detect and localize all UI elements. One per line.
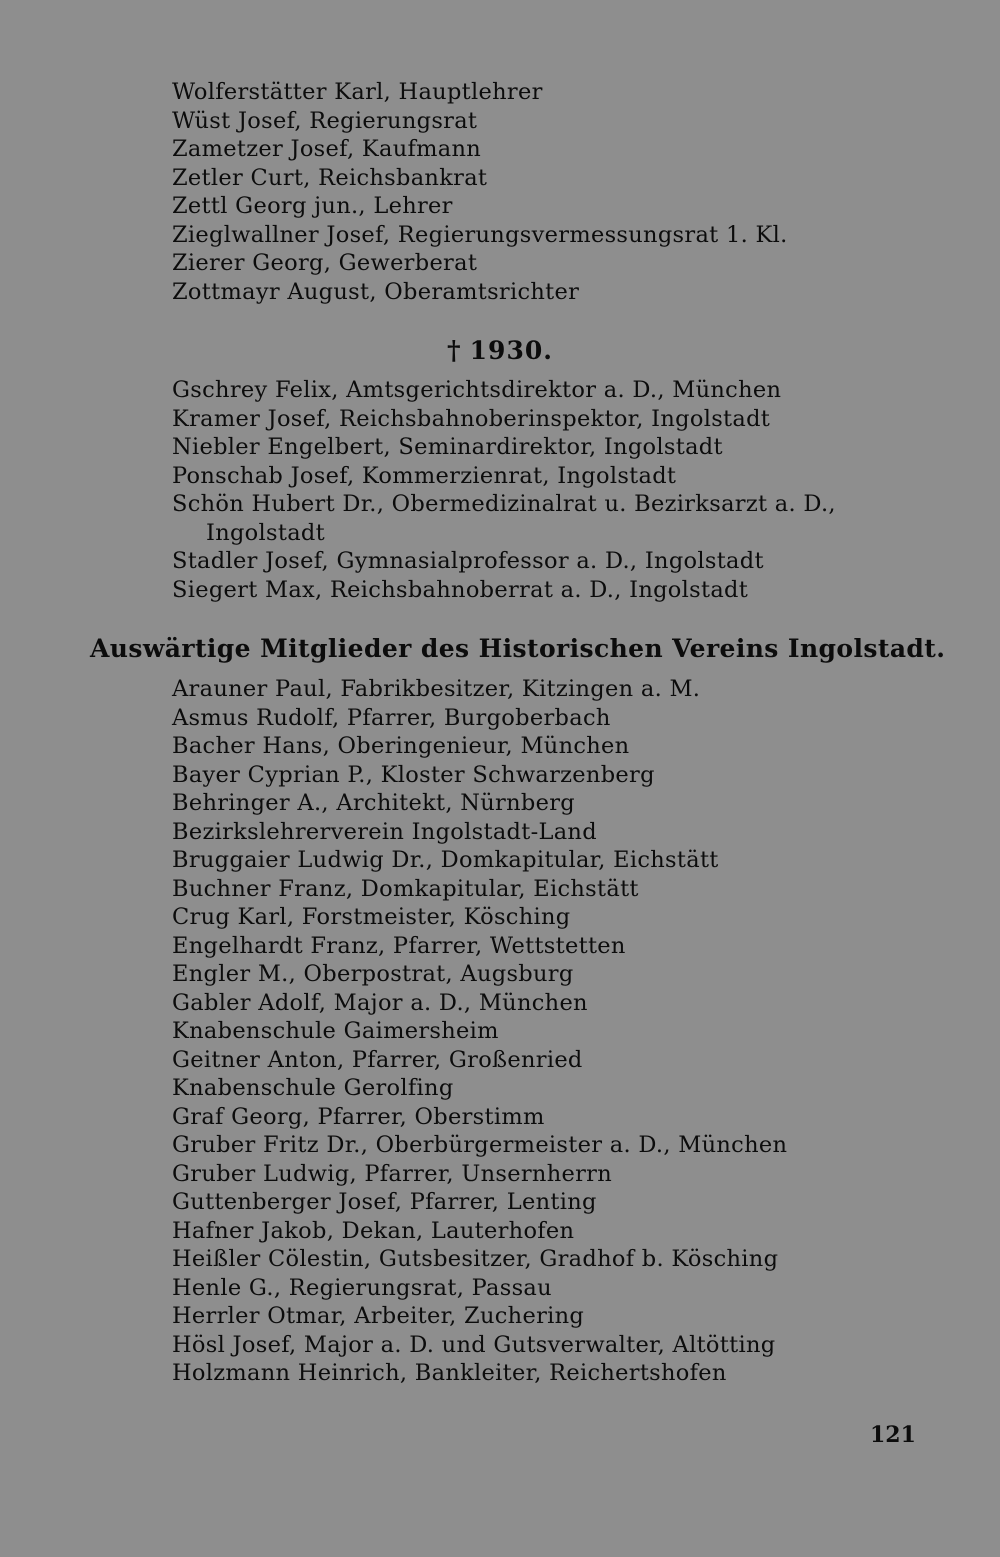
list-item: Guttenberger Josef, Pfarrer, Lenting [172,1189,597,1215]
list-item-wrapped [172,490,872,547]
deceased-1930-list [172,376,872,604]
list-item: Niebler Engelbert, Seminardirektor, Ingolstadt [172,434,723,460]
list-item: Zetler Curt, Reichsbankrat [172,164,488,191]
list-item: Kramer Josef, Reichsbahnoberinspektor, Ingolstadt [172,405,771,432]
list-item: Knabenschule Gaimersheim [172,1018,499,1044]
section-heading-external-members: Auswärtige Mitglieder des Historischen Vereins Ingolstadt. [90,634,946,663]
list-item: Hafner Jakob, Dekan, Lauterhofen [172,1217,575,1244]
list-item: Stadler Josef, Gymnasialprofessor a. D., Ingolstadt [172,548,764,574]
list-item: Bayer Cyprian P., Kloster Schwarzenberg [172,761,655,788]
list-item: Zettl Georg jun., Lehrer [172,193,453,219]
section-heading-1930 [0,336,1000,366]
list-item: Gruber Fritz Dr., Oberbürgermeister a. D., München [172,1132,788,1158]
section-heading-year: 1930. [469,336,553,365]
cross-icon: † [447,336,462,366]
list-item: Asmus Rudolf, Pfarrer, Burgoberbach [172,704,611,731]
list-item: Bezirkslehrerverein Ingolstadt-Land [172,818,597,845]
list-item: Ponschab Josef, Kommerzienrat, Ingolstadt [172,462,677,489]
list-item: Geitner Anton, Pfarrer, Großenried [172,1046,583,1073]
list-item: Bacher Hans, Oberingenieur, München [172,733,630,759]
list-item: Zierer Georg, Gewerberat [172,250,478,276]
list-item: Buchner Franz, Domkapitular, Eichstätt [172,875,639,902]
list-item: Herrler Otmar, Arbeiter, Zuchering [172,1303,585,1329]
list-item: Zieglwallner Josef, Regierungsvermessungsrat 1. Kl. [172,221,788,248]
list-item: Henle G., Regierungsrat, Passau [172,1274,552,1301]
list-item: Gruber Ludwig, Pfarrer, Unsernherrn [172,1160,613,1187]
list-item: Bruggaier Ludwig Dr., Domkapitular, Eichstätt [172,847,719,873]
list-item: Siegert Max, Reichsbahnoberrat a. D., Ingolstadt [172,576,749,603]
list-item: Engler M., Oberpostrat, Augsburg [172,961,574,987]
list-item: Zametzer Josef, Kaufmann [172,136,482,162]
list-item: Gschrey Felix, Amtsgerichtsdirektor a. D., München [172,377,782,403]
list-item: Graf Georg, Pfarrer, Oberstimm [172,1103,545,1130]
list-item: Gabler Adolf, Major a. D., München [172,989,588,1016]
list-item: Zottmayr August, Oberamtsrichter [172,278,580,305]
member-list-continued [172,78,788,306]
list-item: Arauner Paul, Fabrikbesitzer, Kitzingen a. M. [172,676,701,702]
list-item: Behringer A., Architekt, Nürnberg [172,790,575,816]
list-item: Engelhardt Franz, Pfarrer, Wettstetten [172,932,626,959]
list-item: Crug Karl, Forstmeister, Kösching [172,904,571,930]
list-item: Hösl Josef, Major a. D. und Gutsverwalter, Altötting [172,1331,776,1358]
list-item: Wüst Josef, Regierungsrat [172,107,478,134]
external-members-list [172,675,787,1388]
page-number: 121 [870,1422,916,1448]
list-item: Heißler Cölestin, Gutsbesitzer, Gradhof b. Kösching [172,1246,779,1272]
list-item-line-1: Schön Hubert Dr., Obermedizinalrat u. Bezirksarzt a. D., [172,491,836,517]
list-item: Knabenschule Gerolfing [172,1075,454,1101]
list-item: Wolferstätter Karl, Hauptlehrer [172,79,543,105]
list-item-line-2: Ingolstadt [206,519,325,546]
list-item: Holzmann Heinrich, Bankleiter, Reichertshofen [172,1360,727,1386]
